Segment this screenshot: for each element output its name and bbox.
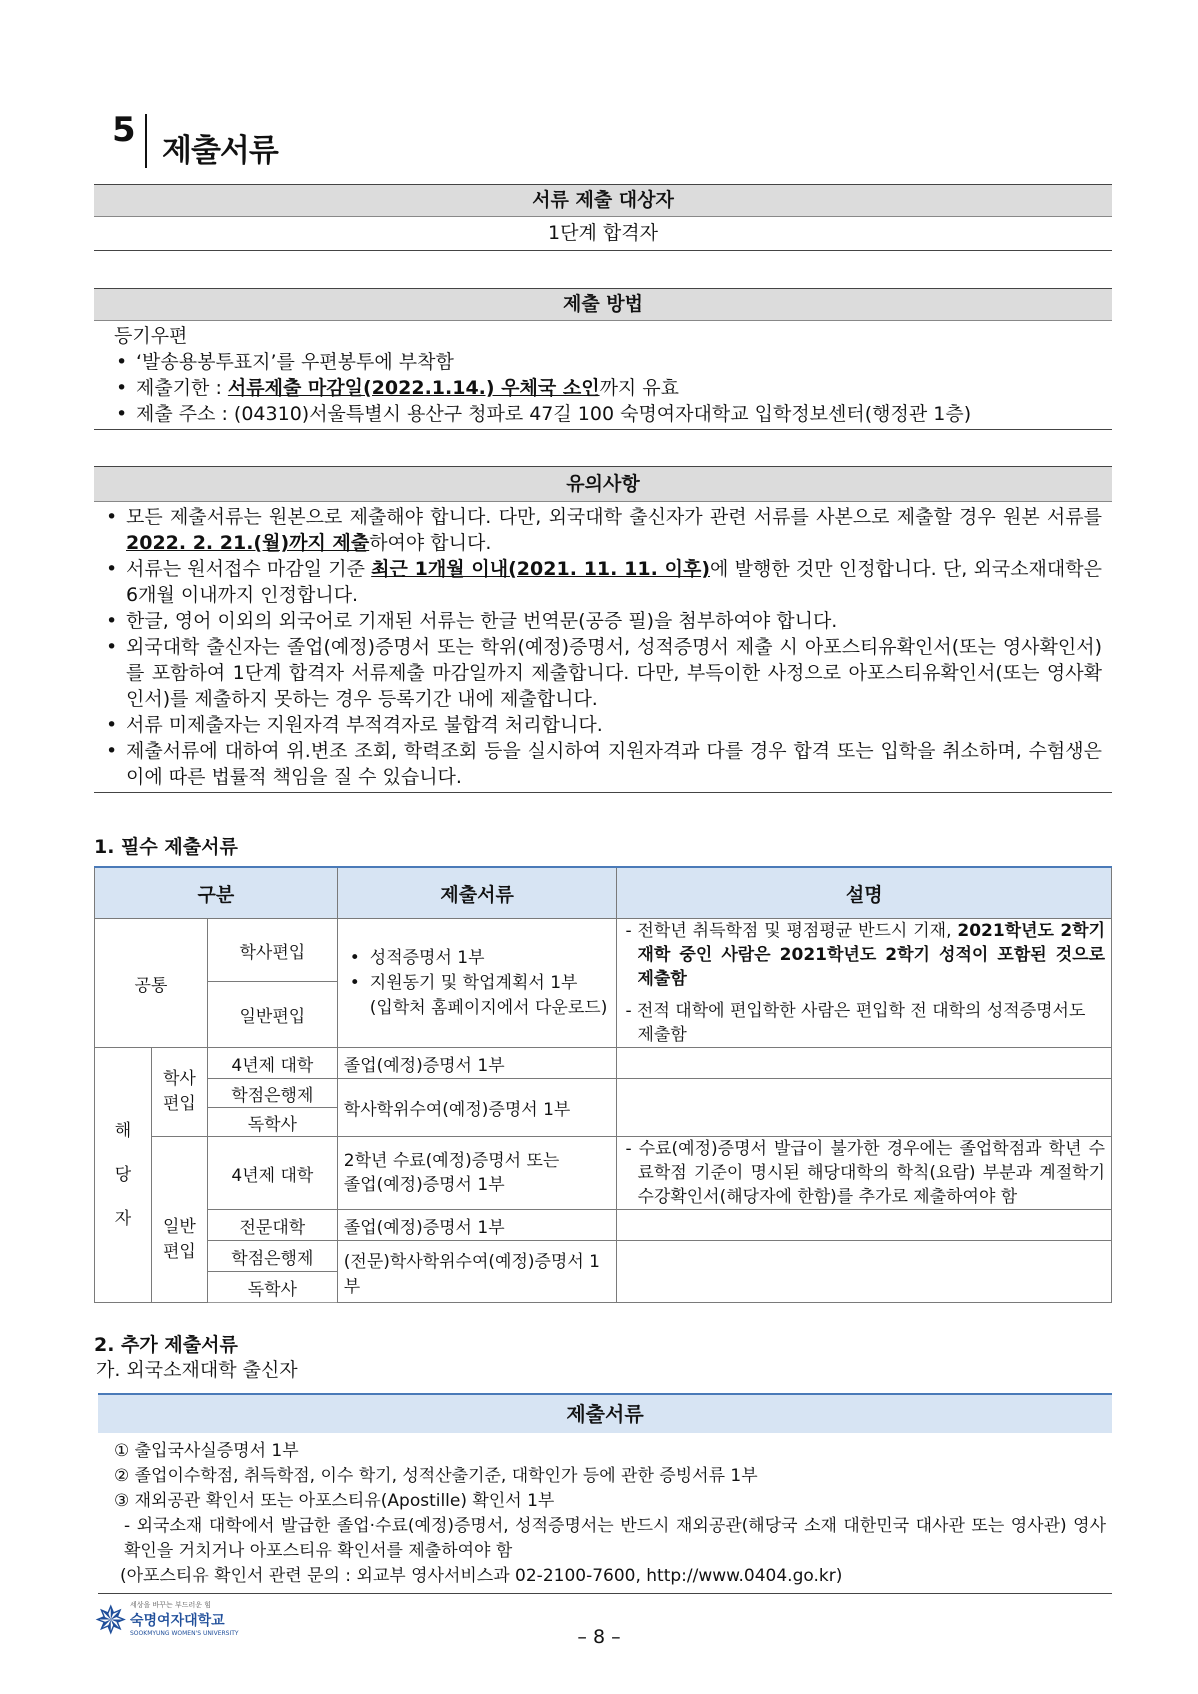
- cell-type: 전문대학: [207, 1210, 337, 1241]
- notes-box: [94, 466, 1112, 793]
- table-row: [95, 1241, 1112, 1272]
- cell-type: 학점은행제: [207, 1079, 337, 1108]
- cell-desc: - 수료(예정)증명서 발급이 불가한 경우에는 졸업학점과 학년 수료학점 기준이 명시된 해당대학의 학칙(요람) 부분과 계절학기 수강확인서(해당자에 한함)를 추가로 제출하여야 함: [617, 1137, 1112, 1210]
- cell-doc: 2학년 수료(예정)증명서 또는 졸업(예정)증명서 1부: [337, 1137, 617, 1210]
- additional-inquiry: (아포스티유 확인서 관련 문의 : 외교부 영사서비스과 02-2100-7600, http://www.0404.go.kr): [120, 1566, 843, 1586]
- additional-header: 제출서류: [98, 1393, 1112, 1433]
- logo-english-name: SOOKMYUNG WOMEN'S UNIVERSITY: [130, 1630, 239, 1637]
- cell-type: 독학사: [207, 1272, 337, 1303]
- target-value: 1단계 합격자: [94, 217, 1112, 251]
- method-item: • ‘발송용봉투표지’를 우편봉투에 부착함: [114, 349, 1112, 375]
- deadline-suffix: 까지 유효: [599, 377, 680, 399]
- additional-title: 2. 추가 제출서류: [94, 1334, 238, 1356]
- table-row: [95, 919, 1112, 982]
- note-item: • 모든 제출서류는 원본으로 제출해야 합니다. 다만, 외국대학 출신자가 관련 서류를 사본으로 제출할 경우 원본 서류를 2022. 2. 21.(월)까지 제출하여야 합니다.: [104, 504, 1102, 556]
- star-emblem-icon: ✵: [94, 1598, 128, 1644]
- section-number: 5: [112, 110, 136, 150]
- cell-common: 공통: [95, 919, 208, 1048]
- cell-applicant: 해 당 자: [95, 1048, 152, 1303]
- cell-desc: [617, 1241, 1112, 1303]
- table-row: [95, 1210, 1112, 1241]
- notes-content: [94, 502, 1112, 793]
- page-number: – 8 –: [577, 1626, 621, 1648]
- note-item: • 한글, 영어 이외의 외국어로 기재된 서류는 한글 번역문(공증 필)을 첨부하여야 합니다.: [104, 608, 1102, 634]
- method-type: 등기우편: [114, 325, 188, 347]
- logo-name: 숙명여자대학교: [130, 1613, 225, 1629]
- additional-item: ① 출입국사실증명서 1부: [114, 1441, 299, 1461]
- cell-doc: 학사학위수여(예정)증명서 1부: [337, 1079, 617, 1137]
- method-box: [94, 288, 1112, 430]
- method-header: 제출 방법: [94, 288, 1112, 321]
- col-header: 구분: [95, 867, 338, 919]
- notes-list: [104, 504, 1102, 790]
- cell-bachelor-short: 학사 편입: [151, 1048, 207, 1137]
- deadline-label: 제출기한 :: [136, 377, 228, 399]
- col-header: 제출서류: [337, 867, 617, 919]
- table-row: [95, 1137, 1112, 1210]
- cell-doc: 졸업(예정)증명서 1부: [337, 1048, 617, 1079]
- method-item: [114, 375, 1112, 401]
- additional-item: ② 졸업이수학점, 취득학점, 이수 학기, 성적산출기준, 대학인가 등에 관한 증빙서류 1부: [114, 1466, 758, 1486]
- cell-common-desc: - 전학년 취득학점 및 평점평균 반드시 기재, 2021학년도 2학기 재학 중인 사람은 2021학년도 2학기 성적이 포함된 것으로 제출함 - 전적 대학에 편입학한 사람은 편입학 전 대학의 성적증명서도 제출함: [617, 919, 1112, 1048]
- cell-type: 독학사: [207, 1108, 337, 1137]
- cell-doc: 졸업(예정)증명서 1부: [337, 1210, 617, 1241]
- cell-general-transfer: 일반편입: [207, 982, 337, 1048]
- cell-doc: (전문)학사학위수여(예정)증명서 1부: [337, 1241, 617, 1303]
- target-box: [94, 184, 1112, 251]
- section-title: 제출서류: [162, 133, 278, 169]
- required-table: [94, 866, 1112, 1303]
- note-item: • 서류는 원서접수 마감일 기준 최근 1개월 이내(2021. 11. 11. 이후)에 발행한 것만 인정합니다. 단, 외국소재대학은 6개월 이내까지 인정합니다.: [104, 556, 1102, 608]
- method-item: • 제출 주소 : (04310)서울특별시 용산구 청파로 47길 100 숙명여자대학교 입학정보센터(행정관 1층): [114, 401, 1112, 427]
- cell-type: 학점은행제: [207, 1241, 337, 1272]
- note-item: • 외국대학 출신자는 졸업(예정)증명서 또는 학위(예정)증명서, 성적증명서 제출 시 아포스티유확인서(또는 영사확인서)를 포함하여 1단계 합격자 서류제출 마감일까지 제출합니다. 다만, 부득이한 사정으로 아포스티유확인서(또는 영사확인서)를 제출하지 못하는 경우 등록기간 내에 제출합니다.: [104, 634, 1102, 712]
- section-divider: [145, 114, 147, 168]
- note-item: • 제출서류에 대하여 위.변조 조회, 학력조회 등을 실시하여 지원자격과 다를 경우 합격 또는 입학을 취소하며, 수험생은 이에 따른 법률적 책임을 질 수 있습니다.: [104, 738, 1102, 790]
- logo-slogan: 세상을 바꾸는 부드러운 힘: [130, 1601, 212, 1609]
- table-row: [95, 1079, 1112, 1108]
- cell-general-short: 일반 편입: [151, 1137, 207, 1303]
- cell-desc: [617, 1048, 1112, 1079]
- col-header: 설명: [617, 867, 1112, 919]
- table-row: [95, 1048, 1112, 1079]
- notes-header: 유의사항: [94, 466, 1112, 502]
- target-header: 서류 제출 대상자: [94, 184, 1112, 217]
- additional-box: [98, 1393, 1112, 1594]
- method-list: [114, 349, 1112, 427]
- additional-subnote: - 외국소재 대학에서 발급한 졸업·수료(예정)증명서, 성적증명서는 반드시 재외공관(해당국 소재 대한민국 대사관 또는 영사관) 영사확인을 거치거나 아포스티유 확인서를 제출하여야 함: [124, 1516, 1106, 1561]
- deadline-value: 서류제출 마감일(2022.1.14.) 우체국 소인: [227, 377, 600, 399]
- cell-desc: [617, 1210, 1112, 1241]
- table-header-row: [95, 867, 1112, 919]
- required-title: 1. 필수 제출서류: [94, 836, 238, 858]
- additional-subtitle: 가. 외국소재대학 출신자: [96, 1359, 298, 1381]
- method-content: [94, 321, 1112, 430]
- note-item: • 서류 미제출자는 지원자격 부적격자로 불합격 처리합니다.: [104, 712, 1102, 738]
- additional-content: [98, 1433, 1112, 1594]
- cell-bachelor-transfer: 학사편입: [207, 919, 337, 982]
- additional-item: ③ 재외공관 확인서 또는 아포스티유(Apostille) 확인서 1부: [114, 1491, 555, 1511]
- cell-type: 4년제 대학: [207, 1048, 337, 1079]
- cell-desc: [617, 1079, 1112, 1137]
- cell-type: 4년제 대학: [207, 1137, 337, 1210]
- cell-common-docs: • 성적증명서 1부 • 지원동기 및 학업계획서 1부 (입학처 홈페이지에서 다운로드): [337, 919, 617, 1048]
